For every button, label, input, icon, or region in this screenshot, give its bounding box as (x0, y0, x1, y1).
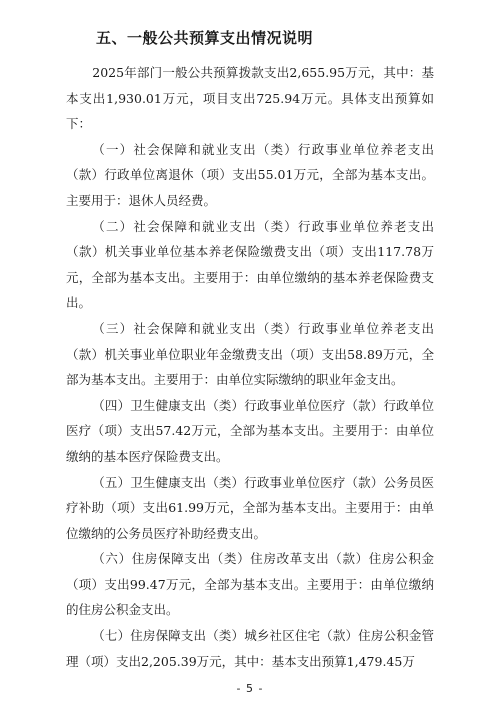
paragraph-item-6: （六）住房保障支出（类）住房改革支出（款）住房公积金（项）支出99.47万元，全部为基本支出。主要用于：由单位缴纳的住房公积金支出。 (66, 551, 434, 618)
page-number: - 5 - (236, 682, 264, 695)
paragraph-item-3: （三）社会保障和就业支出（类）行政事业单位养老支出（款）机关事业单位职业年金缴费支出（项）支出58.89万元，全部为基本支出。主要用于：由单位实际缴纳的职业年金支出。 (66, 320, 434, 388)
paragraph-item-4: （四）卫生健康支出（类）行政事业单位医疗（款）行政单位医疗（项）支出57.42万元，全部为基本支出。主要用于：由单位缴纳的基本医疗保险费支出。 (66, 397, 434, 464)
paragraph-item-2: （二）社会保障和就业支出（类）行政事业单位养老支出（款）机关事业单位基本养老保险缴费支出（项）支出117.78万元，全部为基本支出。主要用于：由单位缴纳的基本养老保险费支出。 (66, 218, 434, 311)
section-heading: 五、一般公共预算支出情况说明 (96, 29, 314, 47)
paragraph-item-7: （七）住房保障支出（类）城乡社区住宅（款）住房公积金管理（项）支出2,205.39万元，其中：基本支出预算1,479.45万 (66, 628, 434, 669)
paragraph-item-1: （一）社会保障和就业支出（类）行政事业单位养老支出（款）行政单位离退休（项）支出55.01万元，全部为基本支出。主要用于：退休人员经费。 (66, 141, 434, 208)
paragraph-item-5: （五）卫生健康支出（类）行政事业单位医疗（款）公务员医疗补助（项）支出61.99万元，全部为基本支出。主要用于：由单位缴纳的公务员医疗补助经费支出。 (66, 474, 434, 541)
paragraph-summary: 2025年部门一般公共预算拨款支出2,655.95万元，其中：基本支出1,930.01万元，项目支出725.94万元。具体支出预算如下： (66, 65, 434, 132)
